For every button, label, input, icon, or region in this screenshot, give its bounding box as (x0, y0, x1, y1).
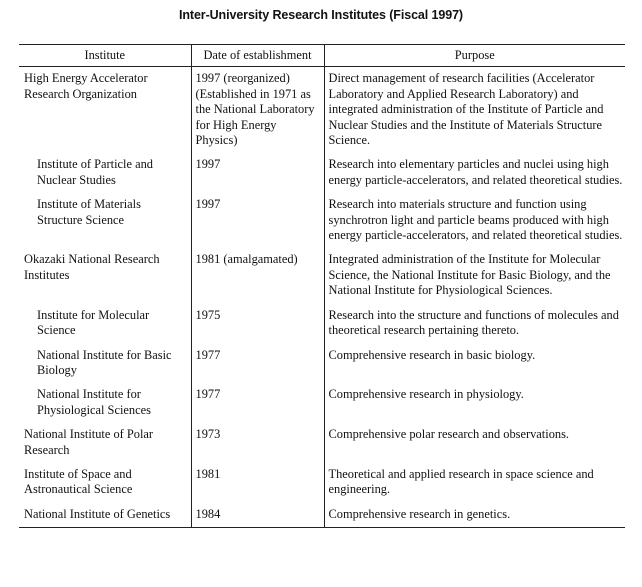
table-row (19, 153, 625, 193)
date-cell: 1975 (191, 304, 324, 344)
institute-cell: National Institute for Physiological Sciences (37, 387, 151, 417)
institute-cell: National Institute for Basic Biology (37, 347, 172, 377)
institute-cell: Institute for Molecular Science (37, 307, 150, 338)
table-row (19, 67, 625, 154)
institutes-table (19, 44, 625, 528)
date-cell: 1973 (191, 423, 324, 463)
institute-cell: National Institute of Genetics (19, 503, 191, 528)
column-header-date: Date of establishment (191, 45, 324, 67)
table-row (19, 193, 625, 248)
date-cell: 1981 (amalgamated) (191, 248, 324, 303)
purpose-cell: Comprehensive polar research and observations. (324, 423, 625, 463)
institute-cell: National Institute of Polar Research (24, 427, 154, 457)
column-header-institute: Institute (19, 45, 191, 67)
purpose-cell: Research into the structure and functions of molecules and theoretical research pertaining thereto. (324, 304, 625, 344)
purpose-cell: Comprehensive research in genetics. (324, 503, 625, 528)
purpose-cell: Theoretical and applied research in space science and engineering. (324, 463, 625, 503)
date-cell: 1977 (191, 344, 324, 384)
table-title: Inter-University Research Institutes (Fiscal 1997) (178, 8, 463, 22)
purpose-cell: Comprehensive research in basic biology. (324, 344, 625, 384)
date-cell: 1977 (191, 383, 324, 423)
purpose-cell: Direct management of research facilities (Accelerator Laboratory and Applied Research Laboratory) and integrated administration of the Institute of Particle and Nuclear Studies and the Institute of Materials Structure Science. (324, 67, 625, 154)
table-row (19, 248, 625, 303)
institute-cell: Institute of Particle and Nuclear Studies (37, 157, 153, 187)
table-header-row (19, 45, 625, 67)
date-cell: 1997 (191, 153, 324, 193)
purpose-cell: Research into materials structure and function using synchrotron light and particle beams produced with high energy particle-accelerators, and related theoretical studies. (324, 193, 625, 248)
table-row (19, 503, 625, 528)
table-row (19, 423, 625, 463)
date-cell: 1981 (191, 463, 324, 503)
institute-cell: High Energy Accelerator Research Organization (24, 71, 148, 101)
column-header-purpose: Purpose (324, 45, 625, 67)
table-row (19, 304, 625, 344)
date-cell: 1984 (191, 503, 324, 528)
table-row (19, 383, 625, 423)
institute-cell: Okazaki National Research Institutes (24, 252, 160, 282)
table-row (19, 463, 625, 503)
table-row (19, 344, 625, 384)
date-cell: 1997 (reorganized) (Established in 1971 as the National Laboratory for High Energy Physics) (191, 67, 324, 154)
institute-cell: Institute of Materials Structure Science (37, 197, 141, 227)
institute-cell: Institute of Space and Astronautical Science (24, 466, 133, 497)
purpose-cell: Comprehensive research in physiology. (324, 383, 625, 423)
purpose-cell: Integrated administration of the Institute for Molecular Science, the National Institute for Basic Biology, and the National Institute for Physiological Sciences. (324, 248, 625, 303)
purpose-cell: Research into elementary particles and nuclei using high energy particle-accelerators, and related theoretical studies. (324, 153, 625, 193)
date-cell: 1997 (191, 193, 324, 248)
